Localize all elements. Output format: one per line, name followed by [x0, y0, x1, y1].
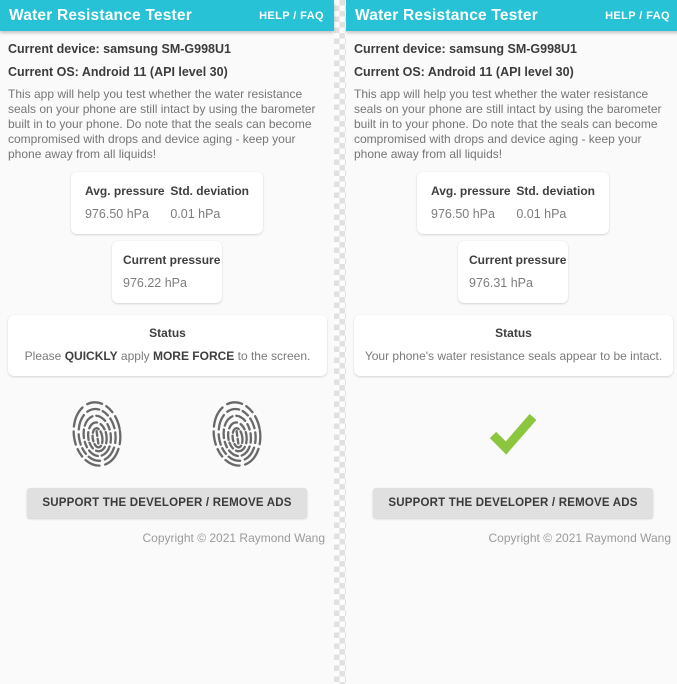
current-pressure-label: Current pressure: [123, 252, 221, 267]
status-text-part: to the screen.: [234, 348, 311, 363]
fingerprint-icon[interactable]: [210, 393, 264, 473]
status-text-part: apply: [117, 348, 153, 363]
status-message: Your phone's water resistance seals appear to be intact.: [364, 348, 663, 363]
app-bar: [346, 0, 677, 31]
current-pressure-label: Current pressure: [469, 252, 567, 267]
current-pressure-card: [112, 241, 222, 303]
current-pressure-value: 976.31 hPa: [469, 275, 533, 290]
avg-pressure-value: 976.50 hPa: [431, 206, 495, 221]
help-faq-link[interactable]: HELP / FAQ: [605, 9, 670, 22]
status-text-emphasis: MORE FORCE: [152, 348, 235, 363]
current-pressure-value: 976.22 hPa: [123, 275, 187, 290]
screenshot-panel-testing: [0, 0, 334, 684]
result-indicator-row: [346, 389, 677, 477]
avg-pressure-stat: [431, 184, 511, 221]
app-bar: [0, 0, 334, 31]
avg-pressure-label: Avg. pressure: [85, 183, 165, 198]
pressure-stats-card: [417, 172, 609, 234]
fingerprint-icon[interactable]: [70, 393, 124, 473]
std-deviation-value: 0.01 hPa: [170, 206, 221, 221]
status-card: [8, 315, 327, 376]
transparency-checkerboard-divider: [334, 0, 346, 684]
std-deviation-label: Std. deviation: [516, 183, 595, 198]
current-os-line: Current OS: Android 11 (API level 30): [8, 65, 228, 79]
current-pressure-card: [458, 241, 568, 303]
copyright-text: Copyright © 2021 Raymond Wang: [142, 530, 325, 545]
status-text-part: Please: [24, 348, 65, 363]
avg-pressure-label: Avg. pressure: [431, 183, 511, 198]
std-deviation-stat: [516, 184, 595, 221]
current-os-line: Current OS: Android 11 (API level 30): [354, 65, 574, 79]
std-deviation-label: Std. deviation: [170, 183, 249, 198]
pressure-stats-card: [71, 172, 263, 234]
support-developer-button[interactable]: SUPPORT THE DEVELOPER / REMOVE ADS: [27, 488, 306, 518]
avg-pressure-value: 976.50 hPa: [85, 206, 149, 221]
status-title: Status: [495, 325, 532, 340]
status-text-emphasis: QUICKLY: [64, 348, 118, 363]
std-deviation-stat: [170, 184, 249, 221]
avg-pressure-stat: [85, 184, 165, 221]
screenshot-panel-intact: [346, 0, 677, 684]
app-description: This app will help you test whether the water resistance seals on your phone are still intact by using the barometer built in to your phone. Do note that the seals can become compromised with drops and device aging - keep your phone away from all liquids!: [8, 87, 316, 162]
touch-indicator-row: [0, 389, 334, 477]
success-checkmark-icon: [485, 408, 541, 458]
status-title: Status: [149, 325, 186, 340]
status-card: [354, 315, 673, 376]
current-device-line: Current device: samsung SM-G998U1: [354, 42, 577, 56]
help-faq-link[interactable]: HELP / FAQ: [259, 9, 324, 22]
support-developer-button[interactable]: SUPPORT THE DEVELOPER / REMOVE ADS: [373, 488, 652, 518]
app-title: Water Resistance Tester: [355, 6, 538, 24]
std-deviation-value: 0.01 hPa: [516, 206, 567, 221]
app-description: This app will help you test whether the water resistance seals on your phone are still intact by using the barometer built in to your phone. Do note that the seals can become compromised with drops and device aging - keep your phone away from all liquids!: [354, 87, 662, 162]
copyright-text: Copyright © 2021 Raymond Wang: [488, 530, 671, 545]
status-message: [16, 349, 319, 363]
app-title: Water Resistance Tester: [9, 6, 192, 24]
current-device-line: Current device: samsung SM-G998U1: [8, 42, 231, 56]
